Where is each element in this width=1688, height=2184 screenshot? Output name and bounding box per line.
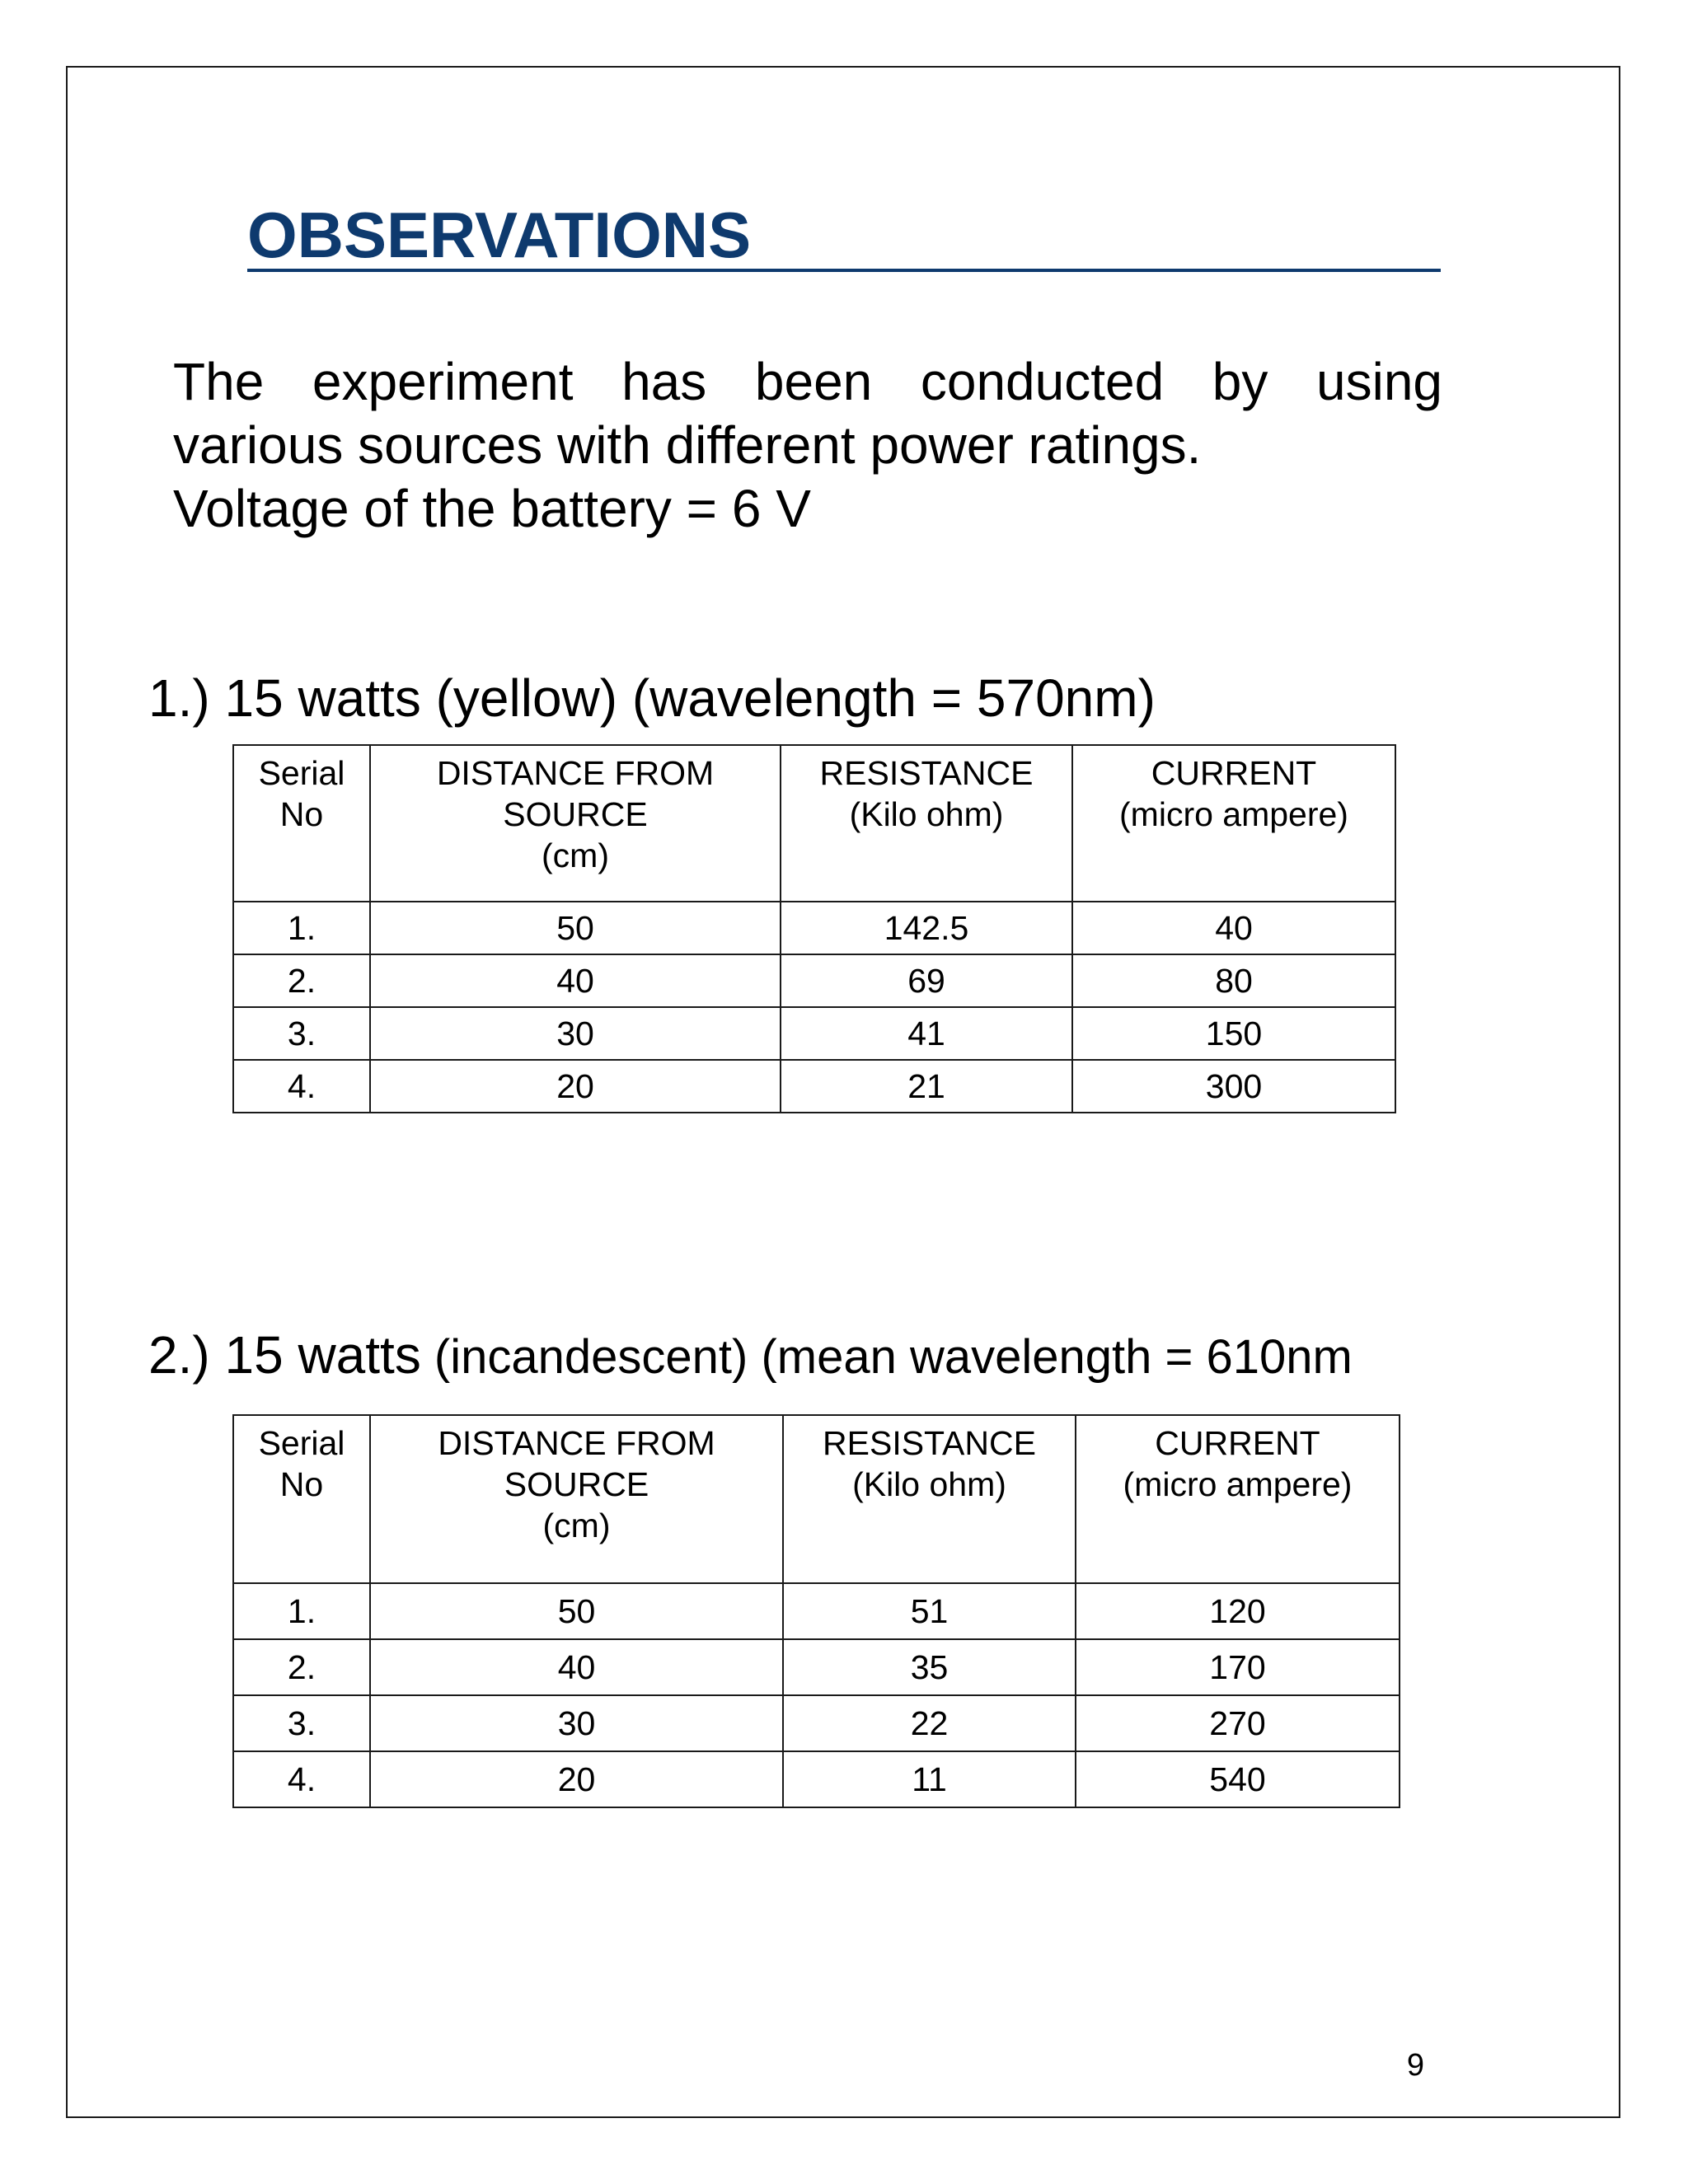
serial-cell: 2.: [233, 1639, 370, 1695]
table-row: [233, 1751, 1400, 1807]
table-row: [233, 902, 1395, 954]
table-row: [233, 1007, 1395, 1060]
current-cell: 270: [1076, 1695, 1400, 1751]
distance-cell: 20: [370, 1751, 783, 1807]
section-2-heading: [148, 1325, 1353, 1385]
distance-cell: 30: [370, 1007, 781, 1060]
observation-table-2: [232, 1414, 1400, 1808]
resistance-cell: 11: [783, 1751, 1076, 1807]
current-cell: 150: [1072, 1007, 1395, 1060]
distance-cell: 40: [370, 954, 781, 1007]
title-underline: [247, 198, 1441, 272]
resistance-cell: 22: [783, 1695, 1076, 1751]
page-title: OBSERVATIONS: [247, 199, 752, 271]
distance-cell: 30: [370, 1695, 783, 1751]
resistance-cell: 35: [783, 1639, 1076, 1695]
serial-cell: 1.: [233, 902, 370, 954]
resistance-cell: 51: [783, 1583, 1076, 1639]
distance-cell: 50: [370, 1583, 783, 1639]
table-row: [233, 954, 1395, 1007]
section-2-heading-rest: (incandescent) (mean wavelength = 610nm: [420, 1330, 1353, 1384]
distance-cell: 50: [370, 902, 781, 954]
page-number: 9: [1406, 2048, 1425, 2083]
distance-cell: 40: [370, 1639, 783, 1695]
header-resistance: RESISTANCE (Kilo ohm): [781, 745, 1072, 902]
intro-paragraph: [173, 350, 1442, 541]
resistance-cell: 41: [781, 1007, 1072, 1060]
header-current: CURRENT (micro ampere): [1076, 1415, 1400, 1583]
header-serial: Serial No: [233, 745, 370, 902]
table-row: [233, 1695, 1400, 1751]
header-serial: Serial No: [233, 1415, 370, 1583]
serial-cell: 3.: [233, 1007, 370, 1060]
intro-line-3: Voltage of the battery = 6 V: [173, 479, 811, 538]
resistance-cell: 142.5: [781, 902, 1072, 954]
distance-cell: 20: [370, 1060, 781, 1113]
table-row: [233, 1060, 1395, 1113]
table-header-row: [233, 1415, 1400, 1583]
current-cell: 170: [1076, 1639, 1400, 1695]
table-row: [233, 1639, 1400, 1695]
current-cell: 120: [1076, 1583, 1400, 1639]
header-current: CURRENT (micro ampere): [1072, 745, 1395, 902]
resistance-cell: 69: [781, 954, 1072, 1007]
intro-line-1: The experiment has been conducted by using: [173, 352, 1442, 411]
section-1-heading: 1.) 15 watts (yellow) (wavelength = 570nm): [148, 668, 1156, 728]
current-cell: 300: [1072, 1060, 1395, 1113]
serial-cell: 4.: [233, 1751, 370, 1807]
table-row: [233, 1583, 1400, 1639]
header-resistance: RESISTANCE (Kilo ohm): [783, 1415, 1076, 1583]
serial-cell: 2.: [233, 954, 370, 1007]
header-distance: DISTANCE FROM SOURCE (cm): [370, 1415, 783, 1583]
current-cell: 540: [1076, 1751, 1400, 1807]
resistance-cell: 21: [781, 1060, 1072, 1113]
current-cell: 80: [1072, 954, 1395, 1007]
serial-cell: 3.: [233, 1695, 370, 1751]
section-2-heading-main: 2.) 15 watts: [148, 1325, 421, 1385]
serial-cell: 4.: [233, 1060, 370, 1113]
header-distance: DISTANCE FROM SOURCE (cm): [370, 745, 781, 902]
table-header-row: [233, 745, 1395, 902]
intro-line-2: various sources with different power ratings.: [173, 415, 1202, 475]
observation-table-1: [232, 744, 1396, 1113]
current-cell: 40: [1072, 902, 1395, 954]
serial-cell: 1.: [233, 1583, 370, 1639]
